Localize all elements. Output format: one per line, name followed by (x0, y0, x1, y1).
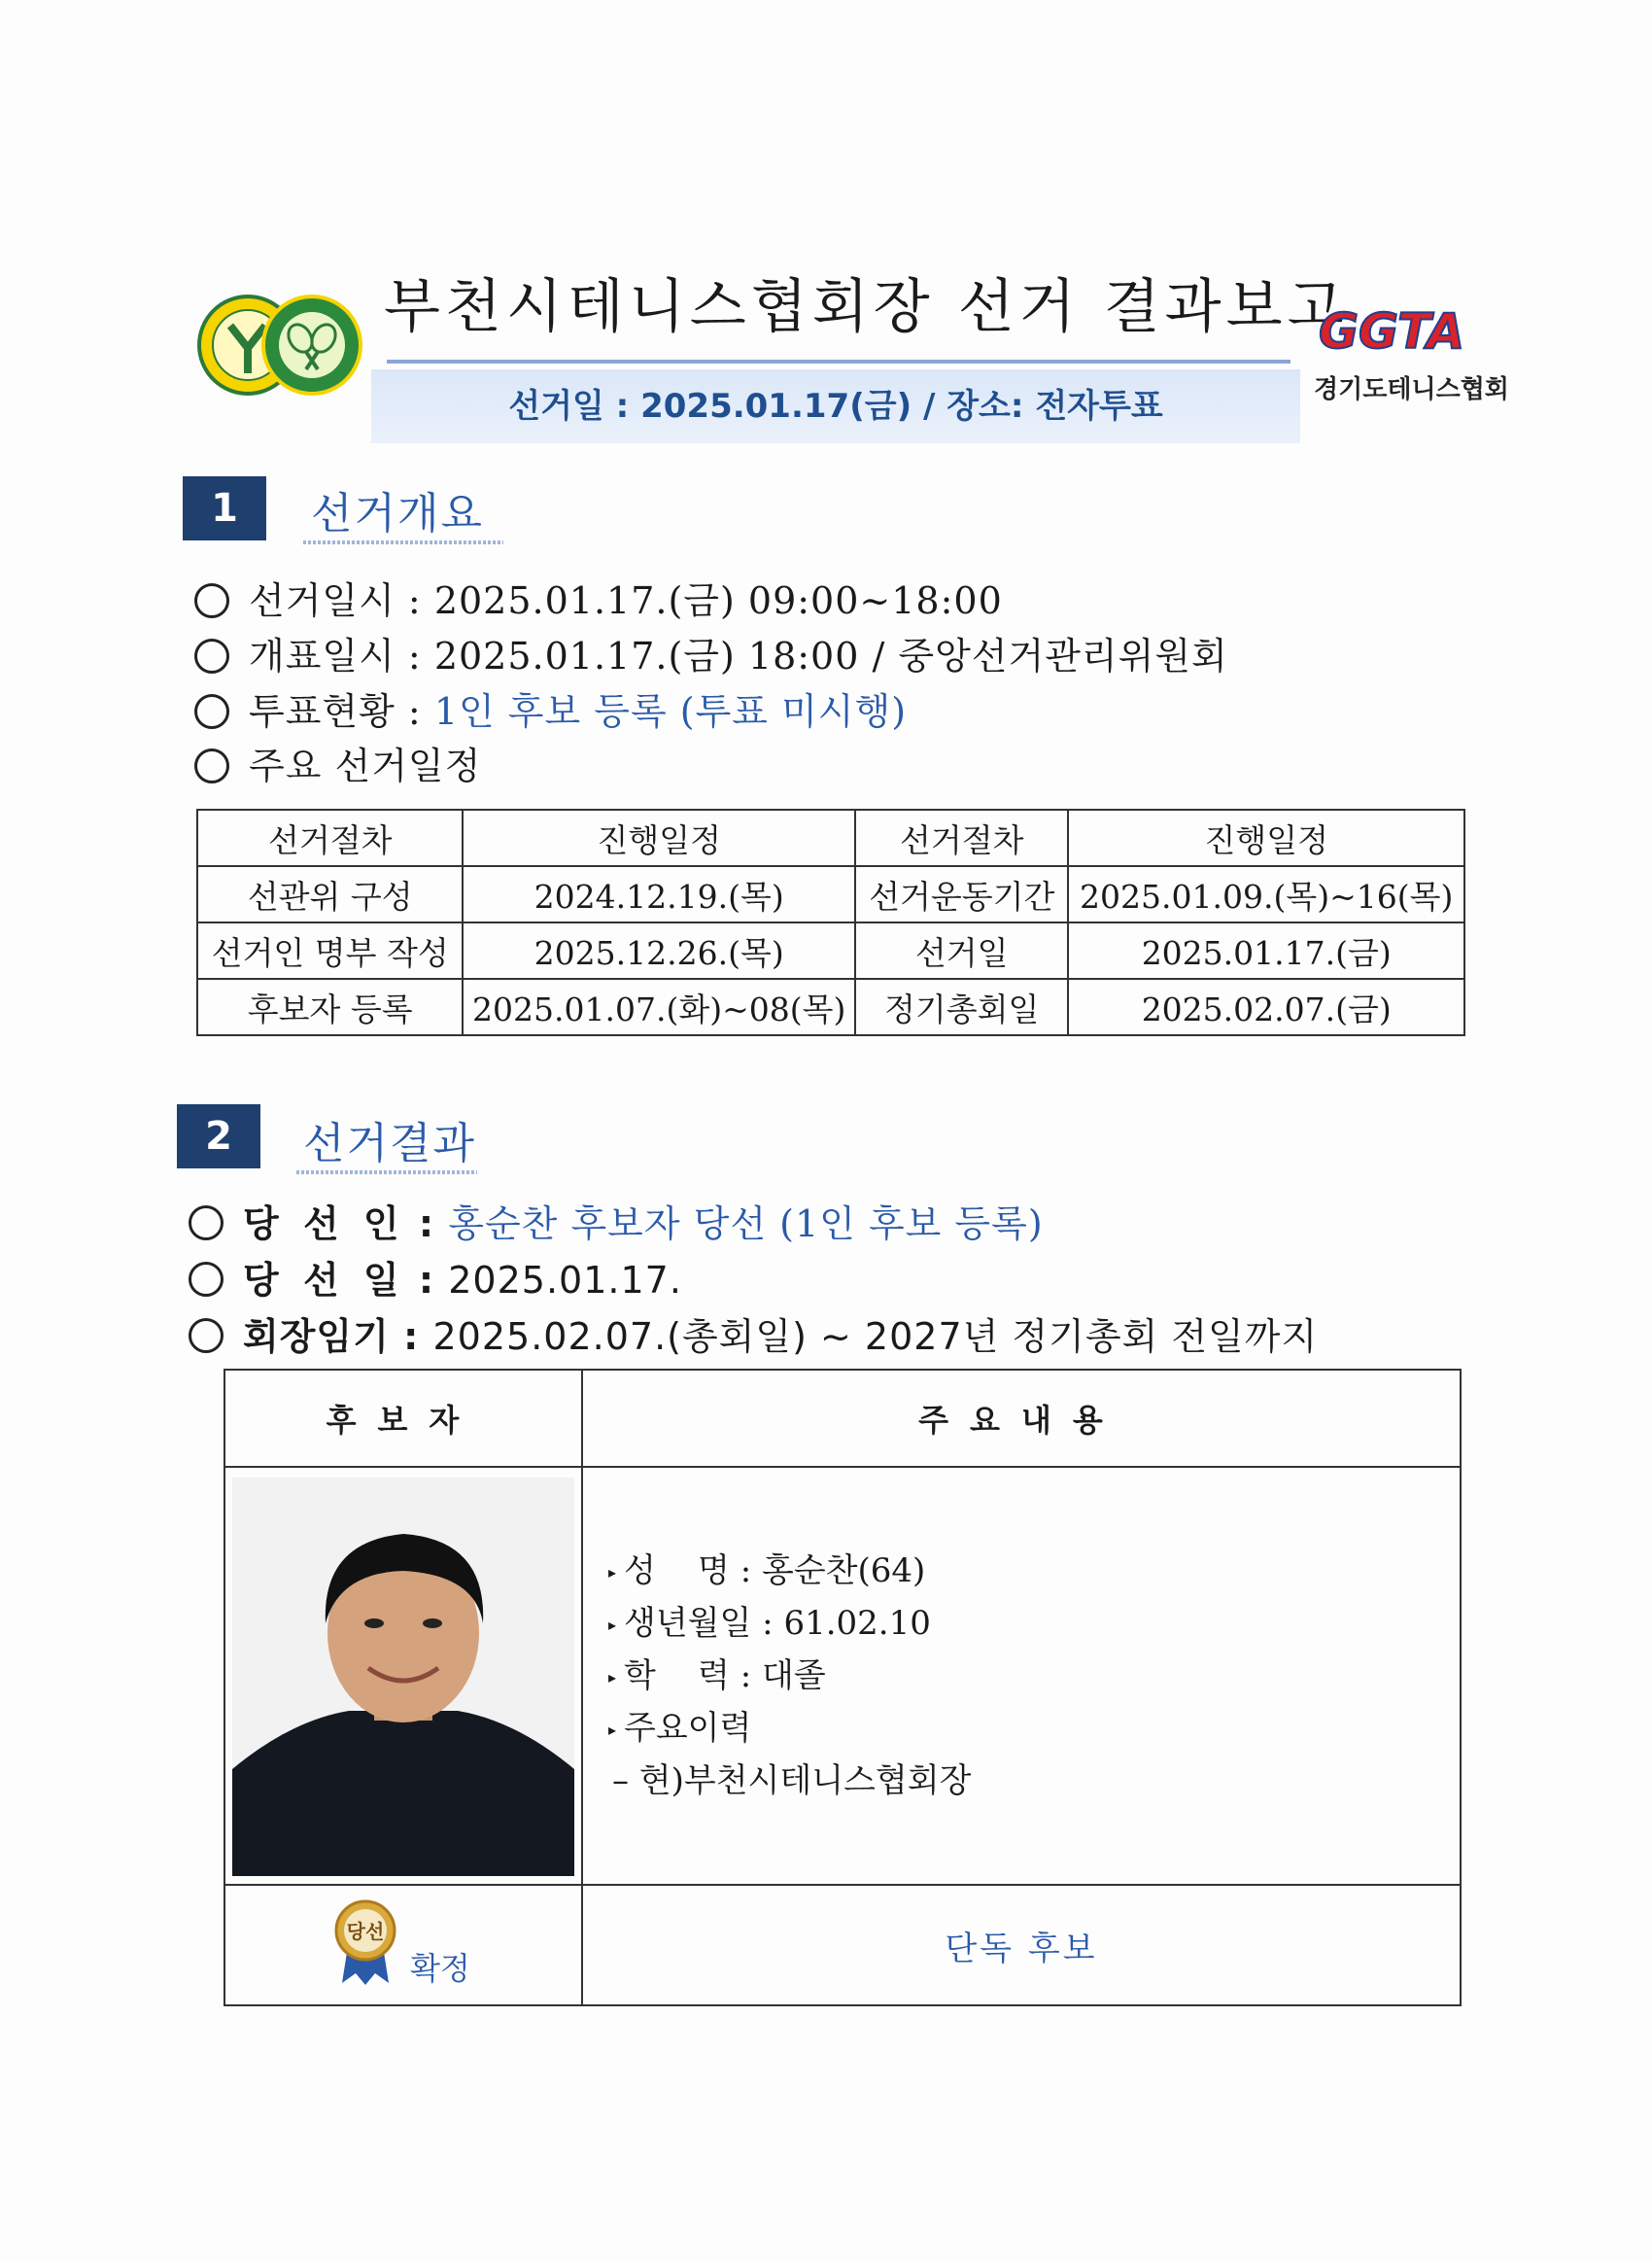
schedule-cell: 선관위 구성 (197, 866, 463, 922)
schedule-header-cell: 진행일정 (463, 810, 855, 866)
bullet-elected-person: 당 선 인 : 홍순찬 후보자 당선 (1인 후보 등록) (189, 1194, 1044, 1247)
candidate-photo (232, 1478, 574, 1876)
candidate-table (224, 1369, 1462, 2006)
info-career-label: ▸ 주요이력 (607, 1709, 752, 1748)
circle-bullet-icon (194, 748, 229, 783)
bullet-election-datetime: 선거일시 : 2025.01.17.(금) 09:00~18:00 (194, 571, 1003, 624)
section-1-underline (303, 540, 503, 544)
bullet-term: 회장임기 : 2025.02.07.(총회일) ~ 2027년 정기총회 전일까지 (189, 1306, 1318, 1360)
schedule-cell: 선거일 (855, 922, 1068, 979)
subtitle-banner (371, 369, 1300, 443)
winner-badge-icon (328, 1899, 402, 1987)
schedule-header-cell: 선거절차 (197, 810, 463, 866)
status-row (224, 1885, 1461, 2005)
section-2-title: 선거결과 (303, 1119, 477, 1168)
ggta-logo-mark (1314, 299, 1469, 367)
candidate-info-cell (582, 1467, 1461, 1885)
bullet-vote-status: 투표현황 : 1인 후보 등록 (투표 미시행) (194, 681, 907, 735)
schedule-cell: 2025.12.26.(목) (463, 922, 855, 979)
schedule-header-cell: 선거절차 (855, 810, 1068, 866)
bullet-count-datetime: 개표일시 : 2025.01.17.(금) 18:00 / 중앙선거관리위원회 (194, 626, 1228, 679)
ggta-logo-text: GGTA (1318, 303, 1465, 360)
triangle-bullet-icon: ▸ (607, 1563, 616, 1582)
schedule-header-cell: 진행일정 (1068, 810, 1464, 866)
candidate-photo-cell (224, 1467, 582, 1885)
bullet-elected-date: 당 선 일 : 2025.01.17. (189, 1250, 682, 1304)
election-date-place: 선거일 : 2025.01.17(금) / 장소: 전자투표 (508, 387, 1163, 426)
section-1-number: 1 (183, 476, 266, 540)
page-title: 부천시테니스협회장 선거 결과보고 (384, 273, 1349, 341)
info-birthdate: ▸ 생년월일 : 61.02.10 (607, 1604, 931, 1643)
triangle-bullet-icon: ▸ (607, 1668, 616, 1687)
schedule-cell: 선거인 명부 작성 (197, 922, 463, 979)
schedule-cell: 2025.01.07.(화)~08(목) (463, 979, 855, 1035)
schedule-cell: 2025.01.09.(목)~16(목) (1068, 866, 1464, 922)
schedule-cell: 선거운동기간 (855, 866, 1068, 922)
candidate-header: 후보자 (224, 1370, 582, 1467)
schedule-cell: 정기총회일 (855, 979, 1068, 1035)
content-header: 주요내용 (582, 1370, 1461, 1467)
candidate-info-row (224, 1467, 1461, 1885)
section-2-underline (296, 1170, 477, 1174)
schedule-cell: 후보자 등록 (197, 979, 463, 1035)
circle-bullet-icon (189, 1318, 224, 1353)
schedule-cell: 2025.02.07.(금) (1068, 979, 1464, 1035)
candidate-header-row (224, 1370, 1461, 1467)
section-1-title: 선거개요 (311, 489, 485, 539)
info-education: ▸ 학 력 : 대졸 (607, 1656, 826, 1695)
sole-candidate-cell: 단독 후보 (582, 1885, 1461, 2005)
association-logos (197, 292, 362, 399)
schedule-cell: 2024.12.19.(목) (463, 866, 855, 922)
circle-bullet-icon (189, 1262, 224, 1297)
ggta-logo (1314, 299, 1509, 416)
title-underline (387, 360, 1291, 364)
status-label-cell (224, 1885, 582, 2005)
triangle-bullet-icon: ▸ (607, 1616, 616, 1634)
badge-text: 당선 (346, 1920, 385, 1943)
section-2-number: 2 (177, 1104, 260, 1168)
schedule-header-row (197, 810, 1464, 866)
info-name: ▸ 성 명 : 홍순찬(64) (607, 1551, 926, 1590)
circle-bullet-icon (194, 583, 229, 618)
triangle-bullet-icon: ▸ (607, 1721, 616, 1739)
circle-bullet-icon (194, 639, 229, 674)
schedule-cell: 2025.01.17.(금) (1068, 922, 1464, 979)
circle-bullet-icon (189, 1205, 224, 1240)
table-row (197, 922, 1464, 979)
circle-bullet-icon (194, 694, 229, 729)
schedule-table (196, 809, 1465, 1036)
ggta-label: 경기도테니스협회 (1314, 375, 1509, 404)
confirmed-label: 확정 (410, 1950, 470, 1987)
bullet-main-schedule: 주요 선거일정 (194, 736, 481, 789)
medal-icon (328, 1899, 402, 1987)
table-row (197, 866, 1464, 922)
info-career-item: – 현)부천시테니스협회장 (611, 1761, 972, 1800)
table-row (197, 979, 1464, 1035)
